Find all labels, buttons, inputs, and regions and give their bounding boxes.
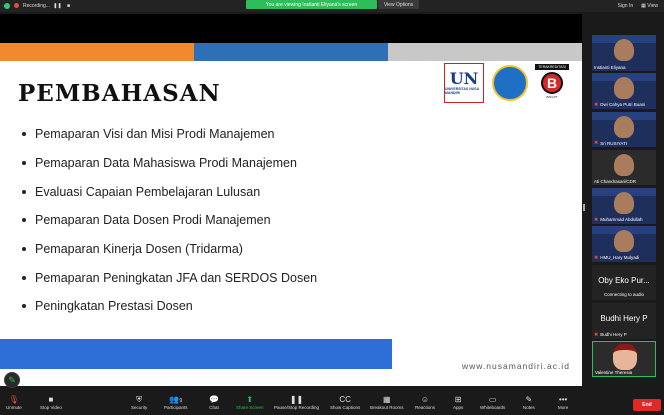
viewing-banner: You are viewing Instianti Eliyana's screen xyxy=(246,0,377,9)
pause-icon: ❚❚ xyxy=(289,395,304,404)
bullet-item: Evaluasi Capaian Pembelajaran Lulusan xyxy=(22,177,317,206)
mic-off-icon: ✖ xyxy=(594,101,599,108)
bullet-item: Pemaparan Peningkatan JFA dan SERDOS Dosen xyxy=(22,263,317,292)
mic-off-icon: 🎙 xyxy=(8,395,19,404)
bullet-dot-icon xyxy=(22,161,26,165)
participant-tile-active[interactable] xyxy=(592,341,656,377)
accreditation-sub: BAN-PT xyxy=(546,95,558,99)
slide-blue-bar xyxy=(194,43,388,61)
participant-label: ✖ Muhammad Abdullah xyxy=(594,216,643,223)
participant-label: ✖ HMU_Hary Mulyadi xyxy=(594,254,640,261)
bullet-item: Pemaparan Visi dan Misi Prodi Manajemen xyxy=(22,120,317,149)
participant-label: Ati Chandrasari/CDR xyxy=(594,179,637,185)
whiteboard-icon: ▭ xyxy=(488,395,497,404)
sign-in-link[interactable]: Sign In xyxy=(617,3,634,9)
participant-video xyxy=(614,230,634,252)
panel-resize-handle[interactable] xyxy=(583,204,585,211)
participant-tile[interactable] xyxy=(592,73,656,109)
smiley-icon: ☺ xyxy=(420,395,430,404)
shared-screen xyxy=(0,14,582,385)
accreditation-logo xyxy=(535,64,569,102)
participant-name: Budhi Hery P xyxy=(600,314,648,324)
unmute-button[interactable]: 🎙 Unmute xyxy=(6,395,22,410)
pause-recording-button[interactable]: ❚❚ Pause/Stop Recording xyxy=(274,395,320,410)
video-camera-icon: ■ xyxy=(48,395,54,404)
participant-label: Valentine Theresia xyxy=(595,369,633,375)
apps-icon: ⊞ xyxy=(454,395,462,404)
bullet-item: Pemaparan Data Dosen Prodi Manajemen xyxy=(22,206,317,235)
participant-label: ✖ Budhi Hery P xyxy=(594,331,627,338)
pause-icon[interactable]: ❚❚ xyxy=(53,2,62,9)
breakout-icon: ▦ xyxy=(382,395,391,404)
slide-orange-bar xyxy=(0,43,194,61)
participant-tile[interactable] xyxy=(592,188,656,224)
university-logo-text: UNIVERSITAS NUSA MANDIRI xyxy=(445,87,480,95)
participants-icon: 👥9 xyxy=(169,395,183,404)
meeting-toolbar xyxy=(0,393,664,415)
accreditation-grade: B xyxy=(541,72,563,94)
slide-url: www.nusamandiri.ac.id xyxy=(462,361,570,371)
chat-button[interactable]: 💬 Chat xyxy=(209,395,219,410)
university-logo xyxy=(444,63,484,103)
mic-off-icon: ✖ xyxy=(594,216,599,223)
bullet-dot-icon xyxy=(22,276,26,280)
top-bar-right xyxy=(618,3,658,9)
grid-icon: ▦ xyxy=(641,3,648,9)
stop-video-button[interactable]: ■ Stop Video xyxy=(40,395,62,410)
stop-icon[interactable]: ■ xyxy=(66,2,70,9)
bullet-item: Peningkatan Prestasi Dosen xyxy=(22,292,317,321)
apps-button[interactable]: ⊞ Apps xyxy=(453,395,464,410)
bullet-item: Pemaparan Kinerja Dosen (Tridarma) xyxy=(22,235,317,264)
mic-off-icon: ✖ xyxy=(594,140,599,147)
bullet-list xyxy=(22,120,317,321)
share-screen-button[interactable]: ⬆ Share Screen xyxy=(236,395,264,410)
participant-video xyxy=(614,39,634,61)
notes-button[interactable]: ✎ Notes xyxy=(523,395,535,410)
participant-tile[interactable] xyxy=(592,150,656,186)
participant-video xyxy=(614,77,634,99)
slide-gray-bar xyxy=(388,43,582,61)
chat-icon: 💬 xyxy=(209,395,219,404)
bullet-dot-icon xyxy=(22,247,26,251)
participant-label: ✖ Sri RUSIYATI xyxy=(594,140,628,147)
accreditation-tag: TERAKREDITASI xyxy=(535,64,569,70)
participant-tile[interactable] xyxy=(592,35,656,71)
participants-button[interactable]: 👥9 Participants xyxy=(164,395,188,410)
view-button[interactable]: ▦ View xyxy=(641,3,658,9)
ministry-logo xyxy=(492,65,528,101)
bullet-dot-icon xyxy=(22,304,26,308)
participant-tile[interactable] xyxy=(592,303,656,339)
mic-off-icon: ✖ xyxy=(594,331,599,338)
participant-video xyxy=(613,344,637,370)
reactions-button[interactable]: ☺ Reactions xyxy=(415,395,436,410)
participant-label: ✖ Dwi Cahya Putri Buani xyxy=(594,101,646,108)
captions-button[interactable]: CC Show Captions xyxy=(330,395,361,410)
bullet-dot-icon xyxy=(22,218,26,222)
recording-label: Recording... xyxy=(23,2,50,9)
record-icon xyxy=(14,3,19,8)
participant-status: Connecting to audio xyxy=(603,292,645,298)
university-logo-mark: UN xyxy=(449,69,479,88)
bullet-dot-icon xyxy=(22,132,26,136)
notes-icon: ✎ xyxy=(525,395,533,404)
annotate-pen-icon[interactable]: ✎ xyxy=(4,372,20,388)
more-button[interactable]: ••• More xyxy=(558,395,569,410)
breakout-rooms-button[interactable]: ▦ Breakout Rooms xyxy=(370,395,404,410)
participant-gallery xyxy=(592,35,656,380)
participant-tile[interactable] xyxy=(592,112,656,148)
slide-footer-bar xyxy=(0,339,392,369)
view-options-button[interactable]: View Options xyxy=(378,0,419,9)
participant-label: Instianti Eliyana xyxy=(594,64,626,70)
participant-tile[interactable] xyxy=(592,265,656,301)
share-screen-icon: ⬆ xyxy=(246,395,254,404)
top-bar-left xyxy=(4,2,72,9)
end-meeting-button[interactable]: End xyxy=(633,399,661,411)
slide-title: PEMBAHASAN xyxy=(18,80,221,107)
whiteboards-button[interactable]: ▭ Whiteboards xyxy=(480,395,506,410)
participant-video xyxy=(614,116,634,138)
bullet-item: Pemaparan Data Mahasiswa Prodi Manajemen xyxy=(22,149,317,178)
presentation-slide xyxy=(0,43,582,386)
participant-tile[interactable] xyxy=(592,226,656,262)
mic-off-icon: ✖ xyxy=(594,254,599,261)
participant-video xyxy=(614,192,634,214)
captions-icon: CC xyxy=(339,395,351,404)
security-button[interactable]: ⛨ Security xyxy=(131,395,148,410)
shield-icon[interactable] xyxy=(4,3,10,9)
shield-icon: ⛨ xyxy=(136,395,143,404)
participant-video xyxy=(614,154,634,176)
bullet-dot-icon xyxy=(22,190,26,194)
participant-name: Oby Eko Pur... xyxy=(598,275,650,285)
more-icon: ••• xyxy=(558,395,568,404)
